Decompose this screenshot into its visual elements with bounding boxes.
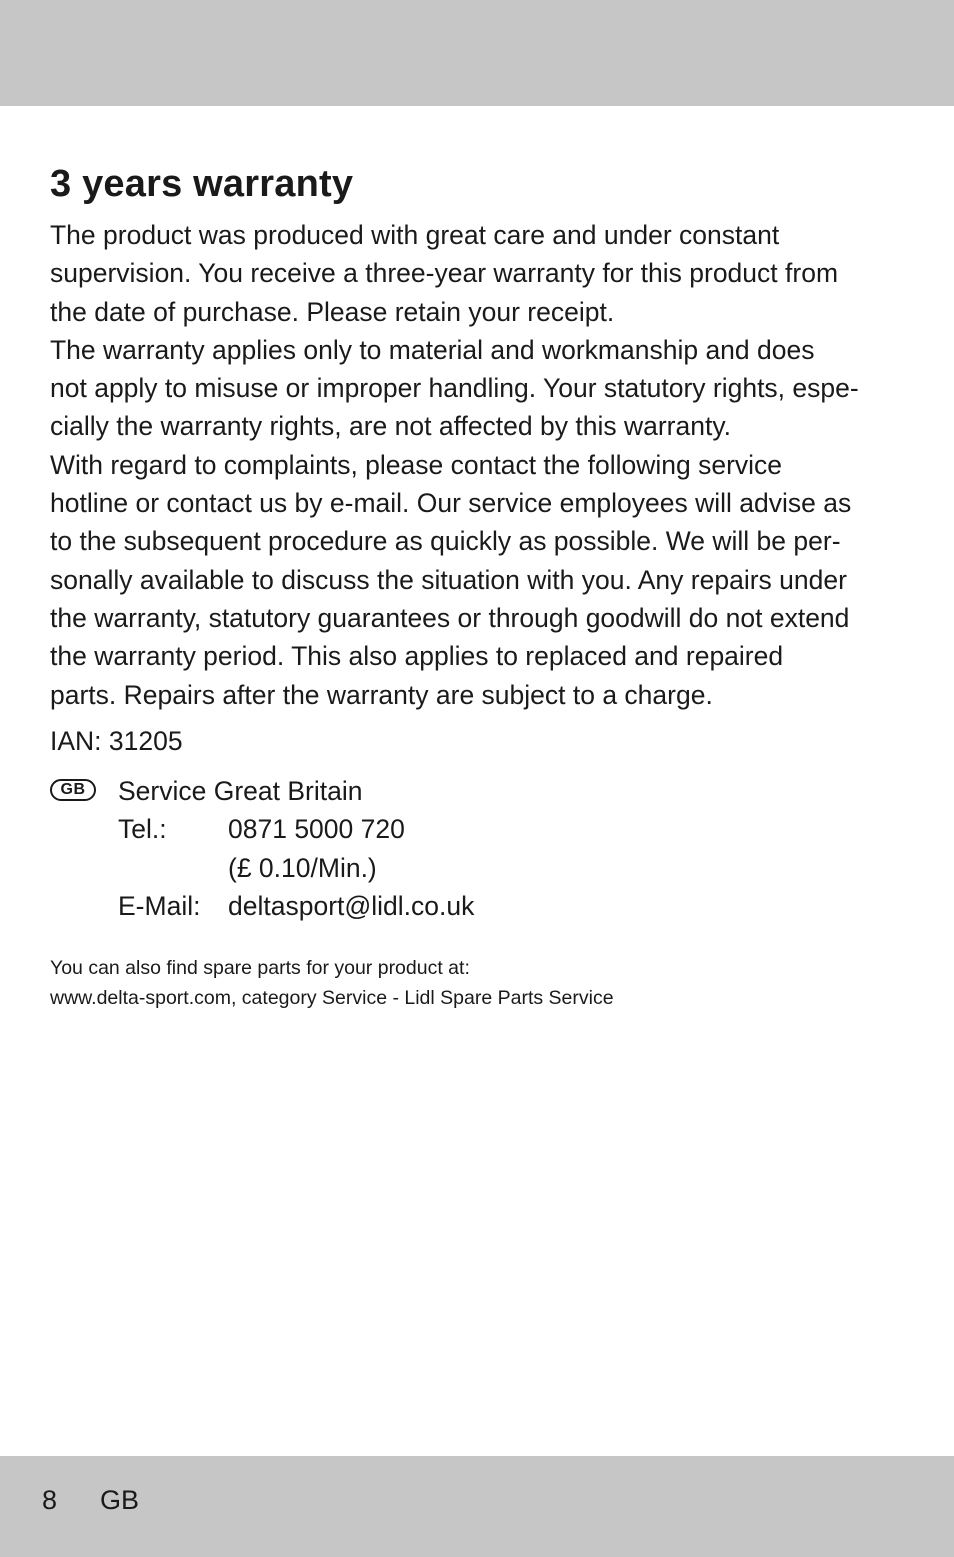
tel-rate: (£ 0.10/Min.)	[228, 852, 377, 883]
spare-parts-note	[50, 953, 614, 1013]
tel-value: 0871 5000 720	[228, 814, 405, 845]
body-line: The warranty applies only to material and workmanship and does	[50, 334, 815, 365]
body-line: sonally available to discuss the situation with you. Any repairs under	[50, 564, 847, 595]
body-line: The product was produced with great care and under constant	[50, 220, 780, 250]
footer	[42, 1482, 139, 1518]
body-line: the date of purchase. Please retain your receipt.	[50, 296, 615, 327]
body-line: cially the warranty rights, are not affected by this warranty.	[50, 411, 731, 442]
footer-band	[0, 1456, 954, 1557]
body-line: hotline or contact us by e-mail. Our service employees will advise as	[50, 488, 852, 519]
email-row	[118, 887, 474, 925]
spare-parts-line: You can also find spare parts for your product at:	[50, 957, 470, 979]
tel-row	[118, 810, 474, 848]
body-line: parts. Repairs after the warranty are subject to a charge.	[50, 679, 713, 710]
service-title: Service Great Britain	[118, 776, 363, 806]
tel-rate-row	[118, 849, 474, 887]
email-label: E-Mail:	[118, 890, 201, 921]
email-value: deltasport@lidl.co.uk	[228, 890, 475, 921]
service-contact	[118, 772, 474, 925]
body-line: supervision. You receive a three-year warranty for this product from	[50, 258, 839, 289]
ian-number: IAN: 31205	[50, 726, 183, 756]
body-line: the warranty period. This also applies to replaced and repaired	[50, 641, 784, 672]
body-line: With regard to complaints, please contact the following service	[50, 449, 783, 480]
language-code: GB	[100, 1485, 140, 1515]
warranty-text	[50, 216, 910, 714]
body-line: to the subsequent procedure as quickly as possible. We will be per-	[50, 526, 841, 557]
country-badge-icon: GB	[50, 779, 96, 801]
tel-label: Tel.:	[118, 814, 167, 845]
header-band	[0, 0, 954, 106]
page-title: 3 years warranty	[50, 163, 354, 205]
page-number: 8	[42, 1485, 58, 1515]
spacer	[118, 849, 228, 887]
spare-parts-link: www.delta-sport.com, category Service - Lidl Spare Parts Service	[50, 987, 614, 1009]
body-line: not apply to misuse or improper handling. Your statutory rights, espe-	[50, 373, 859, 404]
body-line: the warranty, statutory guarantees or through goodwill do not extend	[50, 602, 850, 633]
